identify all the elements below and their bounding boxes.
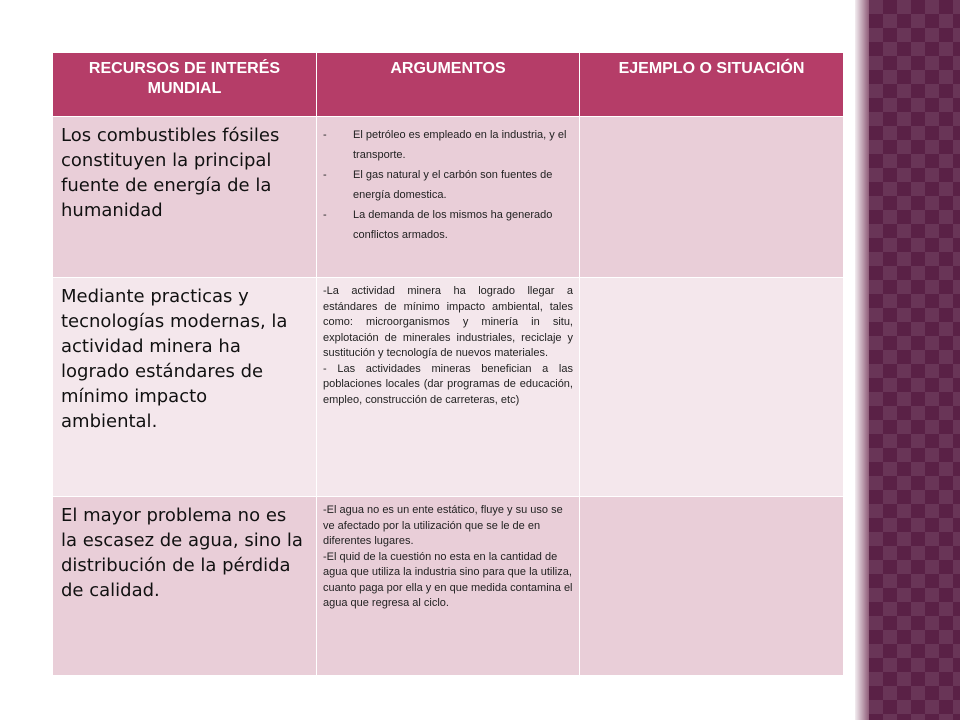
header-example: EJEMPLO O SITUACIÓN <box>580 53 844 117</box>
resource-cell: Mediante practicas y tecnologías modernas, la actividad minera ha logrado estándares de mínimo impacto ambiental. <box>53 278 317 497</box>
table-header-row <box>53 53 844 117</box>
argument-text: El petróleo es empleado en la industria, y el transporte. <box>353 129 567 161</box>
example-cell <box>580 278 844 497</box>
list-item: - El petróleo es empleado en la industria, y el transporte. <box>323 129 567 161</box>
arguments-cell <box>317 278 580 497</box>
argument-text: La demanda de los mismos ha generado conflictos armados. <box>353 209 553 241</box>
argument-text: -El quid de la cuestión no esta en la cantidad de agua que utiliza la industria sino para que la utiliza, cuanto paga por ella y en que medida contamina el agua que regresa al ciclo. <box>323 550 573 609</box>
table-row <box>53 497 844 676</box>
header-resources: RECURSOS DE INTERÉS MUNDIAL <box>53 53 317 117</box>
resources-table <box>52 52 844 676</box>
table-row <box>53 117 844 278</box>
arguments-cell <box>317 117 580 278</box>
argument-text: El gas natural y el carbón son fuentes de energía domestica. <box>353 169 553 201</box>
example-cell <box>580 497 844 676</box>
resource-cell: El mayor problema no es la escasez de agua, sino la distribución de la pérdida de calidad. <box>53 497 317 676</box>
table-row <box>53 278 844 497</box>
arguments-cell <box>317 497 580 676</box>
resource-cell: Los combustibles fósiles constituyen la principal fuente de energía de la humanidad <box>53 117 317 278</box>
example-cell <box>580 117 844 278</box>
arguments-list <box>323 125 573 245</box>
list-item: - El gas natural y el carbón son fuentes de energía domestica. <box>323 169 553 201</box>
list-item: - La demanda de los mismos ha generado conflictos armados. <box>323 209 553 241</box>
argument-text: -La actividad minera ha logrado llegar a estándares de mínimo impacto ambiental, tales como: microorganismos y minería in situ, explotación de minerales industriales, reciclaje y sustitución y tecnología de nuevos materiales. <box>323 285 573 359</box>
argument-text: - Las actividades mineras benefician a las poblaciones locales (dar programas de educación, empleo, construcción de carreteras, etc) <box>323 362 573 406</box>
argument-text: -El agua no es un ente estático, fluye y su uso se ve afectado por la utilización que se le de en diferentes lugares. <box>323 504 563 547</box>
decorative-side-band <box>855 0 960 720</box>
header-arguments: ARGUMENTOS <box>317 53 580 117</box>
